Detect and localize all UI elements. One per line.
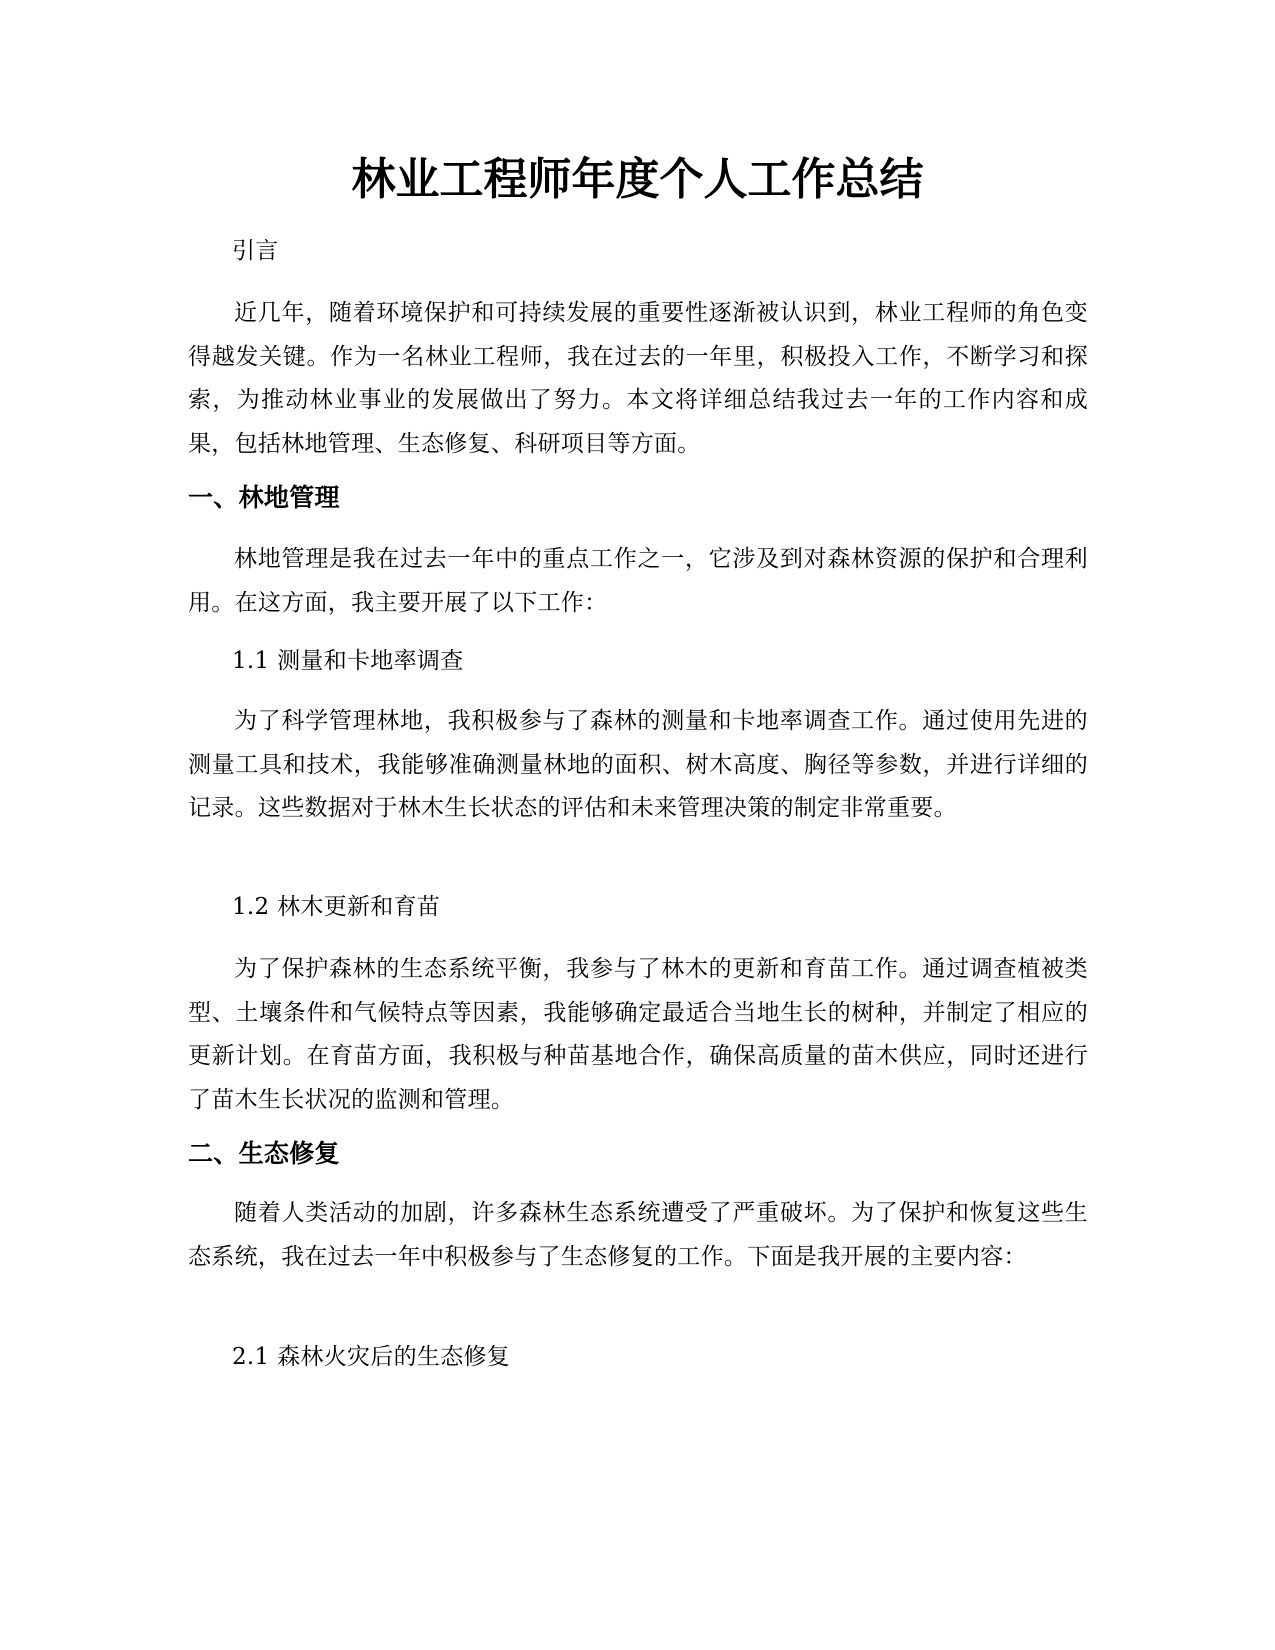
- section-1-intro: 林地管理是我在过去一年中的重点工作之一，它涉及到对森林资源的保护和合理利用。在这方面，我主要开展了以下工作：: [188, 546, 1088, 616]
- subsection-1-2-title: 1.2 林木更新和育苗: [232, 894, 441, 920]
- intro-label: 引言: [232, 238, 279, 264]
- section-2-heading: 二、生态修复: [188, 1139, 340, 1168]
- section-2-intro: 随着人类活动的加剧，许多森林生态系统遭受了严重破坏。为了保护和恢复这些生态系统，我在过去一年中积极参与了生态修复的工作。下面是我开展的主要内容：: [188, 1200, 1088, 1270]
- subsection-2-1-title: 2.1 森林火灾后的生态修复: [232, 1344, 511, 1370]
- section-1-heading: 一、林地管理: [188, 483, 340, 512]
- document-title: 林业工程师年度个人工作总结: [351, 154, 924, 205]
- subsection-1-1-text: 为了科学管理林地，我积极参与了森林的测量和卡地率调查工作。通过使用先进的测量工具和技术，我能够准确测量林地的面积、树木高度、胸径等参数，并进行详细的记录。这些数据对于林木生长状态的评估和未来管理决策的制定非常重要。: [188, 708, 1088, 821]
- subsection-1-1-title: 1.1 测量和卡地率调查: [232, 648, 464, 674]
- intro-paragraph: 近几年，随着环境保护和可持续发展的重要性逐渐被认识到，林业工程师的角色变得越发关键。作为一名林业工程师，我在过去的一年里，积极投入工作，不断学习和探索，为推动林业事业的发展做出了努力。本文将详细总结我过去一年的工作内容和成果，包括林地管理、生态修复、科研项目等方面。: [188, 300, 1088, 457]
- subsection-1-2-text: 为了保护森林的生态系统平衡，我参与了林木的更新和育苗工作。通过调查植被类型、土壤条件和气候特点等因素，我能够确定最适合当地生长的树种，并制定了相应的更新计划。在育苗方面，我积极与种苗基地合作，确保高质量的苗木供应，同时还进行了苗木生长状况的监测和管理。: [188, 956, 1088, 1113]
